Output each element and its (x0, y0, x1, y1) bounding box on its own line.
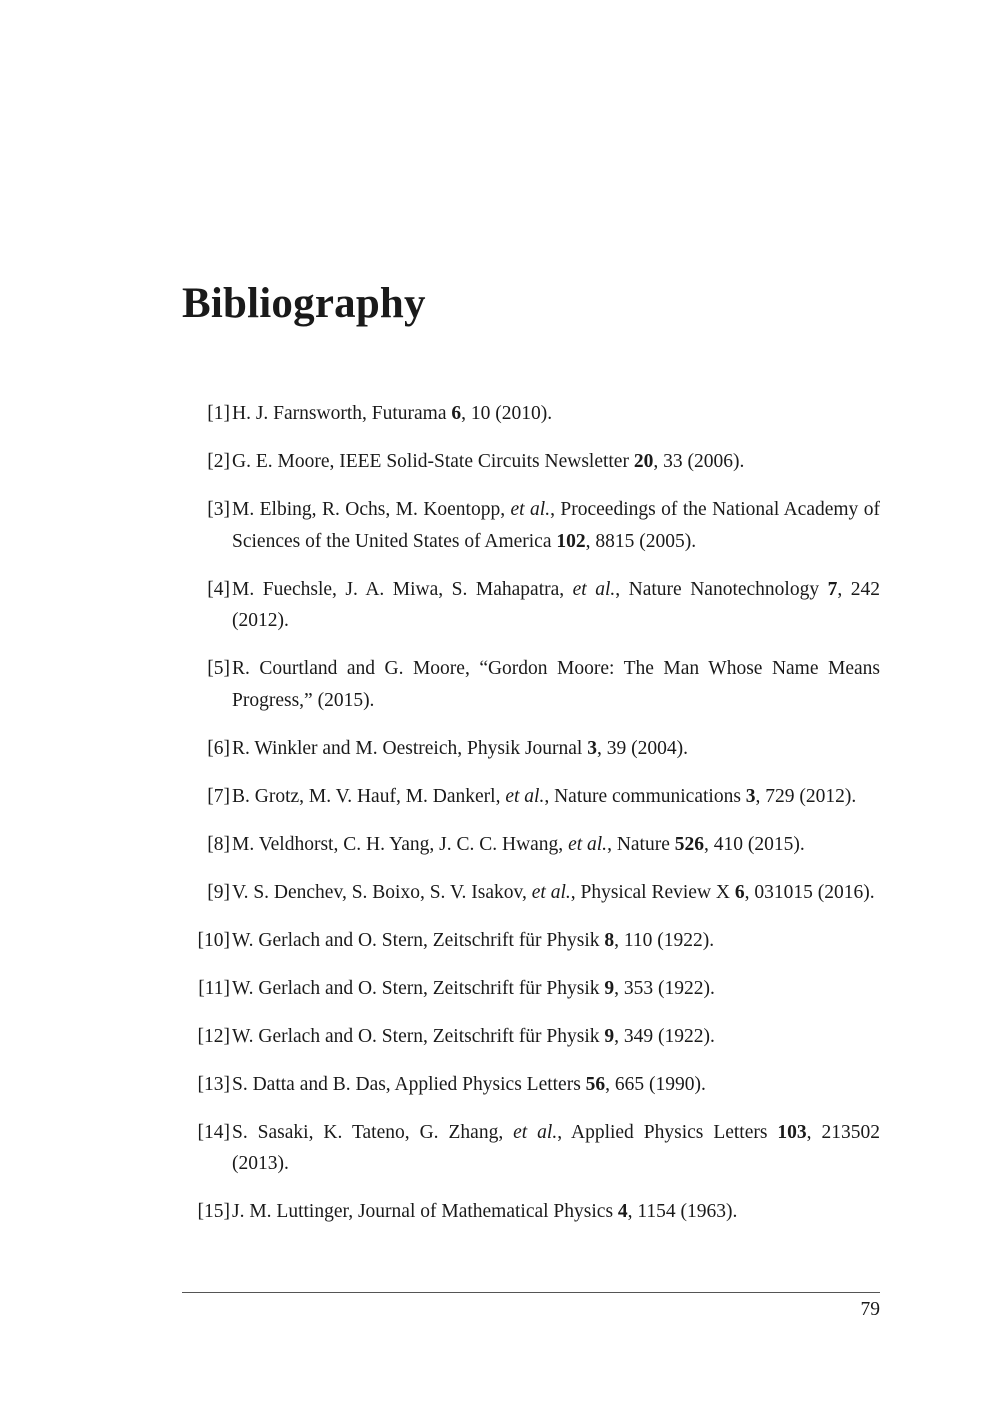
bib-text: , 10 (2010). (461, 403, 553, 424)
bib-volume: 6 (734, 881, 745, 903)
bib-text: , 665 (1990). (605, 1073, 706, 1095)
bib-text: , 349 (1922). (614, 1025, 715, 1047)
bib-text: , 33 (2006). (653, 451, 745, 472)
bib-label: [14] (197, 1121, 230, 1143)
bib-volume: 526 (674, 833, 704, 855)
bib-etal: et al. (510, 499, 551, 520)
bib-label: [12] (197, 1025, 230, 1047)
bib-text: , 031015 (2016). (744, 881, 875, 903)
bib-etal: et al. (505, 785, 545, 807)
bib-volume: 6 (451, 403, 462, 424)
bib-text: S. Datta and B. Das, Applied Physics Letters (232, 1073, 586, 1095)
bib-text: W. Gerlach and O. Stern, Zeitschrift für Physik (232, 977, 605, 999)
bib-text: B. Grotz, M. V. Hauf, M. Dankerl, (232, 785, 506, 807)
bib-text: , 8815 (2005). (585, 530, 697, 552)
page-title: Bibliography (182, 280, 426, 327)
bib-text: J. M. Luttinger, Journal of Mathematical Physics (232, 1201, 618, 1222)
bib-text: M. Veldhorst, C. H. Yang, J. C. C. Hwang, (232, 833, 569, 855)
bib-volume: 20 (633, 451, 654, 472)
bib-entry (182, 829, 880, 861)
bib-entry (182, 733, 880, 765)
bib-entry (182, 1069, 880, 1101)
bib-entry (182, 446, 880, 478)
bib-text: , Proceedings of the National Academy of Sciences of the United States of America (232, 499, 880, 552)
bib-volume: 102 (556, 530, 586, 552)
bib-text: , 729 (2012). (755, 785, 857, 807)
bib-text: M. Elbing, R. Ochs, M. Koentopp, (232, 499, 511, 520)
bib-volume: 8 (604, 929, 615, 951)
bib-label: [9] (207, 881, 230, 903)
bib-entry (182, 494, 880, 557)
bib-text: , 213502 (2013). (232, 1121, 881, 1174)
bib-label: [8] (207, 833, 230, 855)
bib-entry (182, 653, 880, 716)
bib-entry (182, 925, 880, 957)
bib-label: [13] (197, 1073, 230, 1095)
bib-volume: 9 (604, 977, 615, 999)
bib-text: , Applied Physics Letters (557, 1121, 778, 1143)
bib-text: , Nature communications (544, 785, 746, 807)
bib-entry (182, 973, 880, 1005)
bib-text: , Physical Review X (570, 881, 735, 903)
bib-label: [3] (207, 499, 230, 520)
bib-volume: 7 (827, 578, 838, 600)
bib-etal: et al. (572, 578, 616, 600)
bib-text: , 410 (2015). (704, 833, 805, 855)
bib-text: , 1154 (1963). (627, 1201, 738, 1222)
bib-etal: et al. (531, 881, 571, 903)
bib-volume: 3 (745, 785, 756, 807)
bib-label: [15] (197, 1201, 230, 1222)
bib-entry (182, 398, 880, 430)
bib-volume: 3 (587, 737, 597, 759)
bib-text: , 242 (2012). (232, 578, 880, 631)
bib-entry (182, 781, 880, 813)
bib-label: [11] (198, 977, 230, 999)
bib-text: , 110 (1922). (614, 929, 715, 951)
bib-text: H. J. Farnsworth, Futurama (232, 403, 452, 424)
bib-text: S. Sasaki, K. Tateno, G. Zhang, (232, 1121, 514, 1143)
bib-text: , 39 (2004). (596, 737, 688, 759)
bib-label: [5] (207, 658, 230, 679)
footer-rule (182, 1292, 880, 1293)
bib-label: [10] (197, 929, 230, 951)
bibliography-list (182, 398, 880, 1244)
bib-text: R. Winkler and M. Oestreich, Physik Journal (232, 737, 588, 759)
bib-text: W. Gerlach and O. Stern, Zeitschrift für Physik (232, 1025, 605, 1047)
page-number: 79 (860, 1299, 880, 1320)
bib-entry (182, 1021, 880, 1053)
bib-volume: 103 (777, 1121, 807, 1143)
bib-label: [6] (207, 737, 230, 759)
bib-text: , 353 (1922). (614, 977, 715, 999)
bib-text: W. Gerlach and O. Stern, Zeitschrift für Physik (232, 929, 605, 951)
bib-text: G. E. Moore, IEEE Solid-State Circuits Newsletter (232, 451, 634, 472)
bib-etal: et al. (568, 833, 608, 855)
bib-volume: 9 (604, 1025, 615, 1047)
bib-text: , Nature (607, 833, 675, 855)
bib-text: , Nature Nanotechnology (615, 578, 828, 600)
bib-volume: 56 (585, 1073, 606, 1095)
bib-label: [2] (207, 451, 230, 472)
bib-label: [4] (207, 578, 230, 600)
bib-label: [1] (207, 403, 230, 424)
bib-text: M. Fuechsle, J. A. Miwa, S. Mahapatra, (232, 578, 573, 600)
bib-etal: et al. (513, 1121, 558, 1143)
bib-text: R. Courtland and G. Moore, “Gordon Moore: The Man Whose Name Means Progress,” (2015). (232, 658, 880, 711)
bib-entry (182, 877, 880, 909)
bib-volume: 4 (617, 1201, 628, 1222)
bib-text: V. S. Denchev, S. Boixo, S. V. Isakov, (232, 881, 532, 903)
bib-entry (182, 574, 880, 637)
bib-entry (182, 1117, 880, 1180)
bib-label: [7] (207, 785, 230, 807)
bib-entry (182, 1196, 880, 1228)
